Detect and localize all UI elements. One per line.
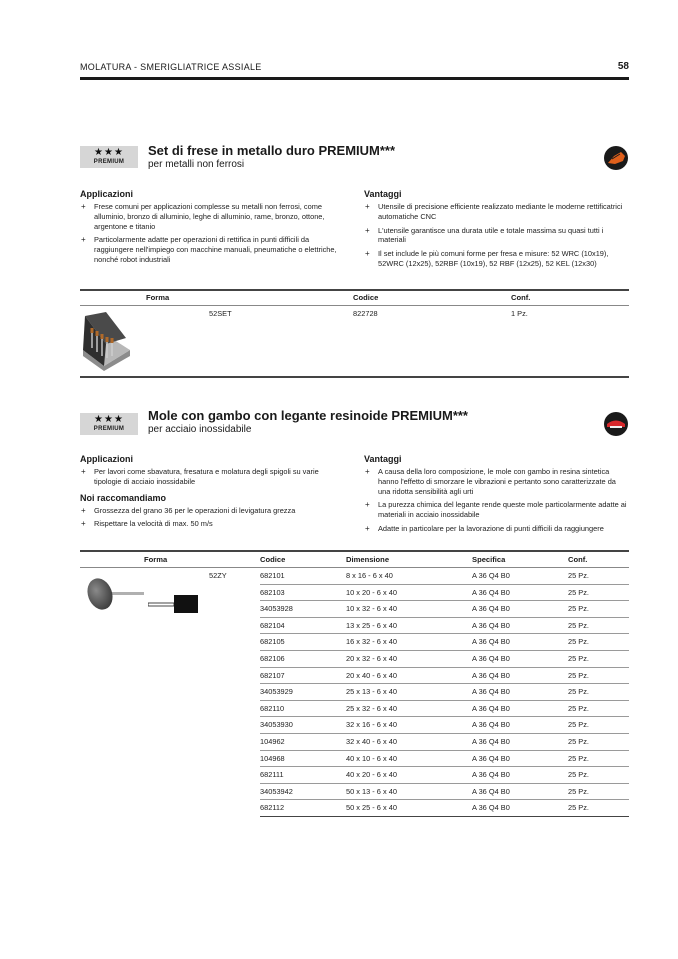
list-item: + Grossezza del grano 36 per le operazioni di levigatura grezza bbox=[80, 506, 345, 516]
table-row bbox=[260, 701, 629, 718]
list-item: + Per lavori come sbavatura, fresatura e molatura degli spigoli su varie tipologie di acciaio inossidabile bbox=[80, 467, 345, 487]
specifica-cell: A 36 Q4 B0 bbox=[472, 803, 510, 813]
codice-cell: 682104 bbox=[260, 620, 285, 630]
premium-badge bbox=[80, 146, 138, 168]
codice-value: 822728 bbox=[353, 309, 378, 318]
col-header-specifica: Specifica bbox=[472, 555, 506, 564]
codice-cell: 34053930 bbox=[260, 720, 293, 730]
specifica-cell: A 36 Q4 B0 bbox=[472, 736, 510, 746]
page-header bbox=[80, 60, 629, 82]
dimensione-cell: 10 x 20 - 6 x 40 bbox=[346, 587, 397, 597]
dimensione-cell: 16 x 32 - 6 x 40 bbox=[346, 637, 397, 647]
conf-cell: 25 Pz. bbox=[568, 653, 589, 663]
specifica-cell: A 36 Q4 B0 bbox=[472, 637, 510, 647]
section-subtitle: per acciaio inossidabile bbox=[148, 424, 252, 435]
codice-cell: 104968 bbox=[260, 753, 285, 763]
list-item: + La purezza chimica del legante rende queste mole particolarmente adatte ai materiali in acciaio inossidabile bbox=[364, 500, 629, 520]
table-row bbox=[260, 651, 629, 668]
table-row bbox=[260, 734, 629, 751]
conf-cell: 25 Pz. bbox=[568, 670, 589, 680]
codice-cell: 682107 bbox=[260, 670, 285, 680]
vantaggi-column bbox=[364, 454, 629, 538]
section-resin-mounted-points bbox=[80, 408, 629, 828]
conf-cell: 25 Pz. bbox=[568, 786, 589, 796]
dimensione-cell: 10 x 32 - 6 x 40 bbox=[346, 604, 397, 614]
dimensione-cell: 32 x 16 - 6 x 40 bbox=[346, 720, 397, 730]
section-carbide-burr-set bbox=[80, 143, 629, 378]
specifica-cell: A 36 Q4 B0 bbox=[472, 770, 510, 780]
dimensione-cell: 8 x 16 - 6 x 40 bbox=[346, 571, 393, 580]
page-number: 58 bbox=[617, 61, 629, 72]
table-header-rule bbox=[80, 305, 629, 306]
dimensione-cell: 40 x 20 - 6 x 40 bbox=[346, 770, 397, 780]
codice-cell: 682103 bbox=[260, 587, 285, 597]
conf-cell: 25 Pz. bbox=[568, 571, 589, 580]
table-row bbox=[260, 784, 629, 801]
list-item: + Utensile di precisione efficiente realizzato mediante le moderne rettificatrici automatiche CNC bbox=[364, 202, 629, 222]
specifica-cell: A 36 Q4 B0 bbox=[472, 653, 510, 663]
col-header-codice: Codice bbox=[353, 293, 379, 302]
forma-value: 52SET bbox=[209, 309, 232, 318]
table-top-rule bbox=[80, 550, 629, 552]
product-table bbox=[80, 550, 629, 822]
table-row bbox=[260, 800, 629, 817]
dimensione-cell: 25 x 13 - 6 x 40 bbox=[346, 687, 397, 697]
applicazioni-column bbox=[80, 189, 345, 269]
dimensione-cell: 20 x 40 - 6 x 40 bbox=[346, 670, 397, 680]
raccomandiamo-heading: Noi raccomandiamo bbox=[80, 492, 167, 503]
premium-label: PREMIUM bbox=[93, 159, 125, 165]
section-title: Set di frese in metallo duro PREMIUM*** bbox=[148, 143, 396, 158]
col-header-forma: Forma bbox=[146, 293, 170, 302]
header-title: MOLATURA - SMERIGLIATRICE ASSIALE bbox=[80, 62, 262, 72]
col-header-conf: Conf. bbox=[511, 293, 531, 302]
codice-cell: 34053942 bbox=[260, 786, 293, 796]
mounted-point-image bbox=[86, 574, 146, 616]
codice-cell: 104962 bbox=[260, 736, 285, 746]
vantaggi-heading: Vantaggi bbox=[364, 454, 402, 464]
col-header-conf: Conf. bbox=[568, 555, 588, 564]
vantaggi-column bbox=[364, 189, 629, 273]
burr-application-icon bbox=[604, 146, 628, 170]
burr-set-case-image bbox=[80, 310, 132, 372]
table-top-rule bbox=[80, 289, 629, 291]
list-item: + Frese comuni per applicazioni complesse su metalli non ferrosi, come alluminio, bronzo di alluminio, leghe di alluminio, rame, bronzo, ottone, argentone e titanio bbox=[80, 202, 345, 231]
forma-value: 52ZY bbox=[209, 571, 227, 580]
applicazioni-heading: Applicazioni bbox=[80, 454, 134, 464]
specifica-cell: A 36 Q4 B0 bbox=[472, 604, 510, 614]
codice-cell: 682105 bbox=[260, 637, 285, 647]
premium-badge bbox=[80, 413, 138, 435]
table-rows bbox=[260, 568, 629, 817]
table-row bbox=[260, 585, 629, 602]
codice-cell: 682110 bbox=[260, 703, 285, 713]
specifica-cell: A 36 Q4 B0 bbox=[472, 670, 510, 680]
specifica-cell: A 36 Q4 B0 bbox=[472, 720, 510, 730]
conf-cell: 25 Pz. bbox=[568, 637, 589, 647]
table-row bbox=[260, 751, 629, 768]
header-rule bbox=[80, 77, 629, 80]
specifica-cell: A 36 Q4 B0 bbox=[472, 620, 510, 630]
codice-cell: 682111 bbox=[260, 770, 284, 780]
vantaggi-heading: Vantaggi bbox=[364, 189, 402, 199]
dimensione-cell: 32 x 40 - 6 x 40 bbox=[346, 736, 397, 746]
shape-diagram-icon bbox=[148, 594, 200, 614]
conf-cell: 25 Pz. bbox=[568, 587, 589, 597]
table-row bbox=[260, 684, 629, 701]
dimensione-cell: 20 x 32 - 6 x 40 bbox=[346, 653, 397, 663]
specifica-cell: A 36 Q4 B0 bbox=[472, 786, 510, 796]
dimensione-cell: 50 x 13 - 6 x 40 bbox=[346, 786, 397, 796]
specifica-cell: A 36 Q4 B0 bbox=[472, 703, 510, 713]
col-header-codice: Codice bbox=[260, 555, 286, 564]
col-header-forma: Forma bbox=[144, 555, 168, 564]
dimensione-cell: 50 x 25 - 6 x 40 bbox=[346, 803, 397, 813]
section-subtitle: per metalli non ferrosi bbox=[148, 159, 245, 170]
stars-icon: ★★★ bbox=[94, 147, 124, 158]
table-row bbox=[260, 634, 629, 651]
specifica-cell: A 36 Q4 B0 bbox=[472, 571, 510, 580]
list-item: + Il set include le più comuni forme per fresa e misure: 52 WRC (10x19), 52WRC (12x25), 52RBF (10x19), 52 RBF (12x25), 52 KEL (12x30) bbox=[364, 249, 629, 269]
list-item: + Particolarmente adatte per operazioni di rettifica in punti difficili da raggiungere nell'impiego con macchine manuali, pneumatiche o elettriche, nonché robot industriali bbox=[80, 235, 345, 264]
conf-cell: 25 Pz. bbox=[568, 803, 589, 813]
codice-cell: 682112 bbox=[260, 803, 285, 813]
list-item: + L'utensile garantisce una durata utile e totale massima su quasi tutti i materiali bbox=[364, 226, 629, 246]
section-title: Mole con gambo con legante resinoide PREMIUM*** bbox=[148, 408, 468, 423]
conf-cell: 25 Pz. bbox=[568, 604, 589, 614]
stars-icon: ★★★ bbox=[94, 414, 124, 425]
specifica-cell: A 36 Q4 B0 bbox=[472, 587, 510, 597]
conf-cell: 25 Pz. bbox=[568, 736, 589, 746]
dimensione-cell: 25 x 32 - 6 x 40 bbox=[346, 703, 397, 713]
codice-cell: 34053929 bbox=[260, 687, 293, 697]
conf-cell: 25 Pz. bbox=[568, 703, 589, 713]
table-row bbox=[260, 618, 629, 635]
table-row bbox=[260, 767, 629, 784]
codice-cell: 34053928 bbox=[260, 604, 293, 614]
specifica-cell: A 36 Q4 B0 bbox=[472, 687, 510, 697]
table-row bbox=[260, 568, 629, 585]
applicazioni-heading: Applicazioni bbox=[80, 189, 134, 199]
dimensione-cell: 40 x 10 - 6 x 40 bbox=[346, 753, 397, 763]
col-header-dimensione: Dimensione bbox=[346, 555, 390, 564]
applicazioni-column bbox=[80, 454, 345, 533]
conf-cell: 25 Pz. bbox=[568, 720, 589, 730]
dimensione-cell: 13 x 25 - 6 x 40 bbox=[346, 620, 397, 630]
list-item: + A causa della loro composizione, le mole con gambo in resina sintetica hanno l'effetto di smorzare le vibrazioni e pertanto sono caratterizzate da una ridotta sensibilità agli urti bbox=[364, 467, 629, 496]
list-item: + Rispettare la velocità di max. 50 m/s bbox=[80, 519, 345, 529]
codice-cell: 682106 bbox=[260, 653, 285, 663]
table-row bbox=[260, 668, 629, 685]
table-row bbox=[260, 601, 629, 618]
stainless-steel-icon bbox=[604, 412, 628, 436]
premium-label: PREMIUM bbox=[93, 426, 125, 432]
conf-cell: 25 Pz. bbox=[568, 620, 589, 630]
conf-cell: 25 Pz. bbox=[568, 687, 589, 697]
conf-value: 1 Pz. bbox=[511, 309, 528, 318]
codice-cell: 682101 bbox=[260, 571, 285, 580]
conf-cell: 25 Pz. bbox=[568, 753, 589, 763]
specifica-cell: A 36 Q4 B0 bbox=[472, 753, 510, 763]
table-row bbox=[260, 717, 629, 734]
table-bottom-rule bbox=[80, 376, 629, 378]
list-item: + Adatte in particolare per la lavorazione di punti difficili da raggiungere bbox=[364, 524, 629, 534]
conf-cell: 25 Pz. bbox=[568, 770, 589, 780]
